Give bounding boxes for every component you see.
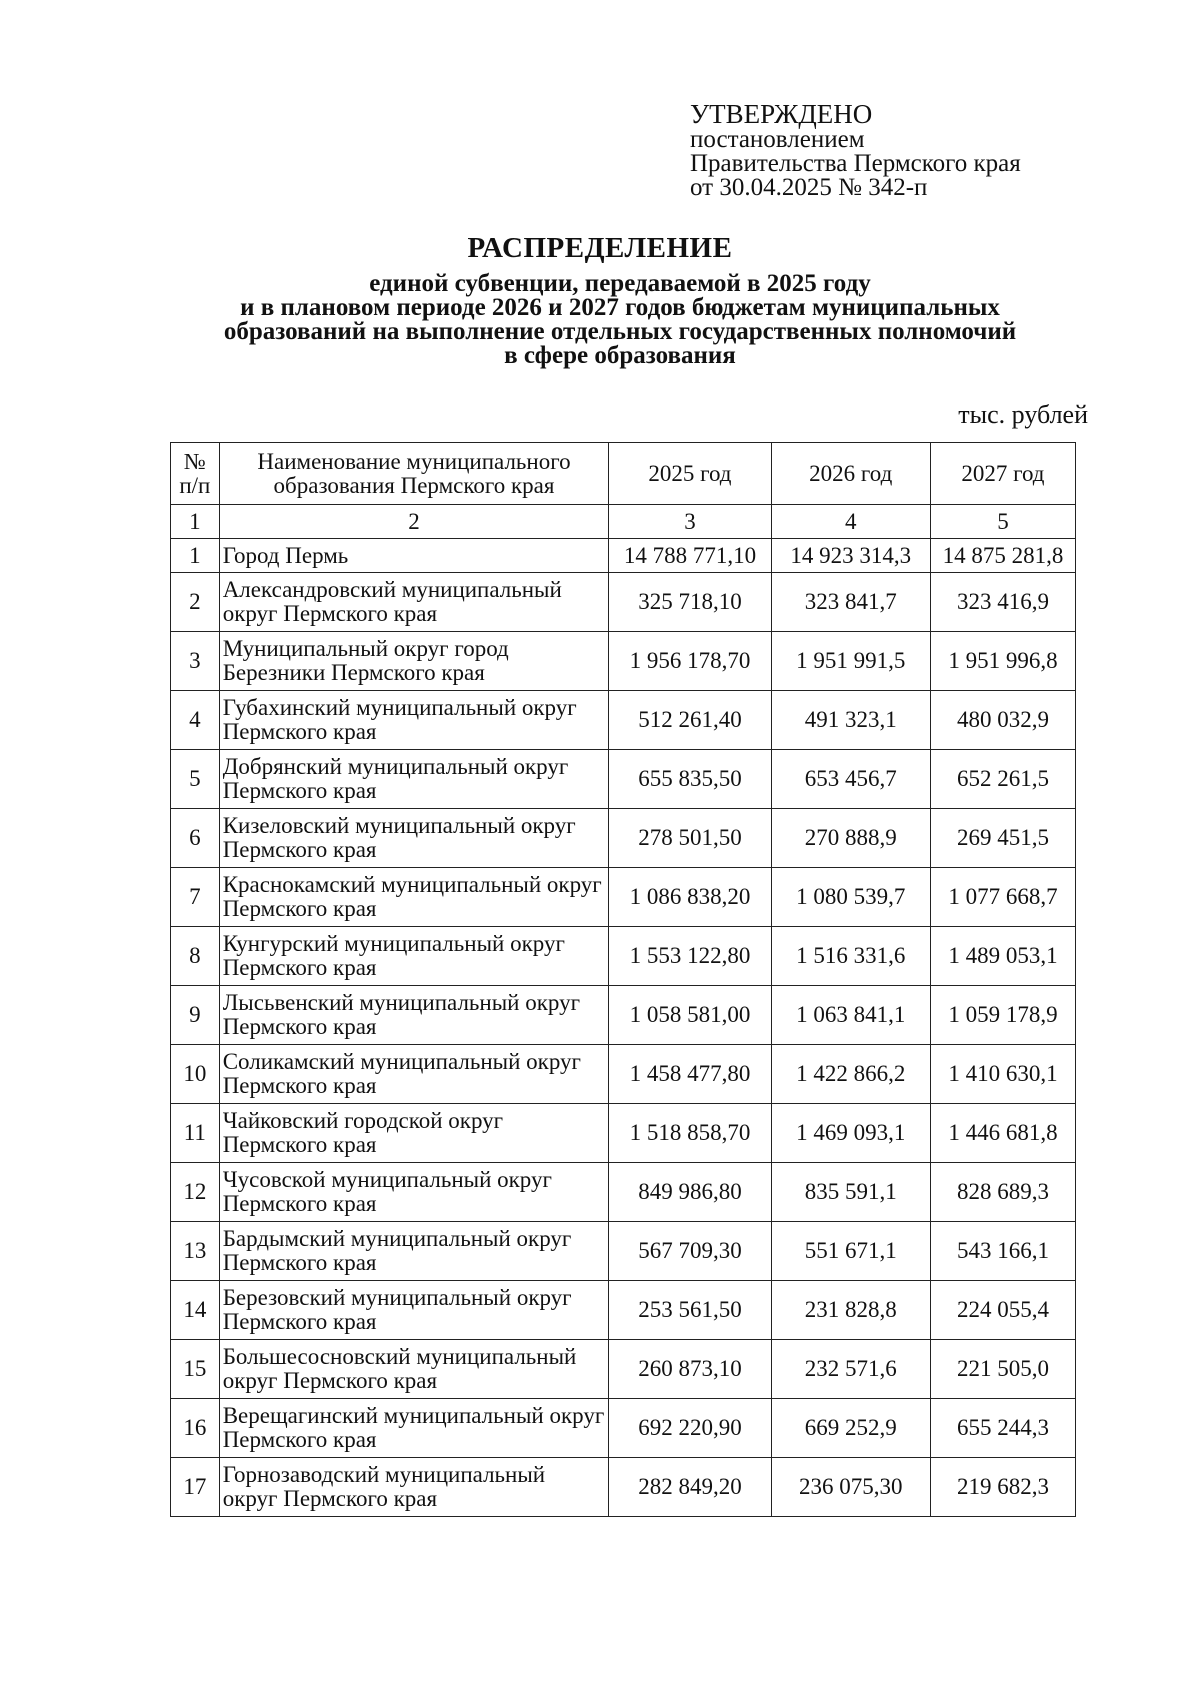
header-municipality: Наименование муниципального образования Пермского края <box>219 443 609 505</box>
table-row <box>171 1222 1076 1281</box>
municipality-name: Соликамский муниципальный округ Пермского края <box>219 1045 609 1104</box>
value-2026: 653 456,7 <box>771 750 930 809</box>
subtitle-line-3: образований на выполнение отдельных государственных полномочий <box>223 318 1017 345</box>
value-2026: 236 075,30 <box>771 1458 930 1517</box>
row-number: 16 <box>171 1399 220 1458</box>
value-2027: 1 489 053,1 <box>930 927 1075 986</box>
subtitle-line-2: и в плановом периоде 2026 и 2027 годов бюджетам муниципальных <box>240 294 1000 321</box>
value-2027: 543 166,1 <box>930 1222 1075 1281</box>
row-number: 4 <box>171 691 220 750</box>
table-row <box>171 1340 1076 1399</box>
value-2026: 323 841,7 <box>771 573 930 632</box>
column-number: 3 <box>609 505 771 539</box>
value-2025: 1 058 581,00 <box>609 986 771 1045</box>
value-2027: 1 077 668,7 <box>930 868 1075 927</box>
document-title: РАСПРЕДЕЛЕНИЕ <box>467 232 733 264</box>
value-2026: 1 516 331,6 <box>771 927 930 986</box>
municipality-name: Березовский муниципальный округ Пермского края <box>219 1281 609 1340</box>
value-2026: 551 671,1 <box>771 1222 930 1281</box>
row-number: 15 <box>171 1340 220 1399</box>
value-2026: 14 923 314,3 <box>771 539 930 573</box>
table-row <box>171 539 1076 573</box>
row-number: 11 <box>171 1104 220 1163</box>
subtitle-line-1: единой субвенции, передаваемой в 2025 году <box>369 270 871 297</box>
header-number: № п/п <box>171 443 220 505</box>
approval-stamp <box>690 100 1021 200</box>
row-number: 17 <box>171 1458 220 1517</box>
value-2025: 278 501,50 <box>609 809 771 868</box>
approval-line-4: от 30.04.2025 № 342-п <box>690 174 928 201</box>
value-2025: 260 873,10 <box>609 1340 771 1399</box>
municipality-name: Краснокамский муниципальный округ Пермского края <box>219 868 609 927</box>
row-number: 6 <box>171 809 220 868</box>
value-2025: 567 709,30 <box>609 1222 771 1281</box>
municipality-name: Муниципальный округ город Березники Пермского края <box>219 632 609 691</box>
column-number-row <box>171 505 1076 539</box>
value-2027: 221 505,0 <box>930 1340 1075 1399</box>
value-2025: 655 835,50 <box>609 750 771 809</box>
value-2027: 655 244,3 <box>930 1399 1075 1458</box>
header-2026: 2026 год <box>771 443 930 505</box>
table-row <box>171 868 1076 927</box>
value-2025: 1 956 178,70 <box>609 632 771 691</box>
table-row <box>171 986 1076 1045</box>
value-2027: 323 416,9 <box>930 573 1075 632</box>
row-number: 2 <box>171 573 220 632</box>
value-2026: 231 828,8 <box>771 1281 930 1340</box>
value-2026: 669 252,9 <box>771 1399 930 1458</box>
row-number: 1 <box>171 539 220 573</box>
value-2027: 480 032,9 <box>930 691 1075 750</box>
table-row <box>171 573 1076 632</box>
row-number: 10 <box>171 1045 220 1104</box>
value-2025: 1 518 858,70 <box>609 1104 771 1163</box>
value-2026: 270 888,9 <box>771 809 930 868</box>
municipality-name: Кизеловский муниципальный округ Пермского края <box>219 809 609 868</box>
table-header-row <box>171 443 1076 505</box>
value-2027: 14 875 281,8 <box>930 539 1075 573</box>
approval-heading: УТВЕРЖДЕНО <box>690 99 873 129</box>
table-row <box>171 750 1076 809</box>
municipality-name: Добрянский муниципальный округ Пермского края <box>219 750 609 809</box>
value-2025: 692 220,90 <box>609 1399 771 1458</box>
row-number: 9 <box>171 986 220 1045</box>
value-2025: 282 849,20 <box>609 1458 771 1517</box>
municipality-name: Горнозаводский муниципальный округ Пермского края <box>219 1458 609 1517</box>
municipality-name: Кунгурский муниципальный округ Пермского края <box>219 927 609 986</box>
value-2025: 849 986,80 <box>609 1163 771 1222</box>
distribution-table <box>170 442 1076 1517</box>
value-2026: 1 951 991,5 <box>771 632 930 691</box>
value-2026: 232 571,6 <box>771 1340 930 1399</box>
municipality-name: Лысьвенский муниципальный округ Пермского края <box>219 986 609 1045</box>
municipality-name: Бардымский муниципальный округ Пермского края <box>219 1222 609 1281</box>
column-number: 1 <box>171 505 220 539</box>
value-2025: 1 553 122,80 <box>609 927 771 986</box>
table-row <box>171 632 1076 691</box>
column-number: 4 <box>771 505 930 539</box>
value-2025: 253 561,50 <box>609 1281 771 1340</box>
approval-line-2: постановлением <box>690 126 865 153</box>
value-2027: 1 410 630,1 <box>930 1045 1075 1104</box>
value-2027: 269 451,5 <box>930 809 1075 868</box>
row-number: 8 <box>171 927 220 986</box>
value-2026: 835 591,1 <box>771 1163 930 1222</box>
row-number: 13 <box>171 1222 220 1281</box>
table-row <box>171 1281 1076 1340</box>
value-2025: 1 086 838,20 <box>609 868 771 927</box>
value-2026: 491 323,1 <box>771 691 930 750</box>
value-2025: 325 718,10 <box>609 573 771 632</box>
municipality-name: Верещагинский муниципальный округ Пермского края <box>219 1399 609 1458</box>
table-row <box>171 927 1076 986</box>
row-number: 14 <box>171 1281 220 1340</box>
header-2027: 2027 год <box>930 443 1075 505</box>
approval-line-3: Правительства Пермского края <box>690 150 1021 177</box>
value-2027: 1 059 178,9 <box>930 986 1075 1045</box>
municipality-name: Большесосновский муниципальный округ Пермского края <box>219 1340 609 1399</box>
value-2027: 652 261,5 <box>930 750 1075 809</box>
column-number: 2 <box>219 505 609 539</box>
municipality-name: Чайковский городской округ Пермского края <box>219 1104 609 1163</box>
row-number: 7 <box>171 868 220 927</box>
header-2025: 2025 год <box>609 443 771 505</box>
table-row <box>171 1163 1076 1222</box>
value-2026: 1 063 841,1 <box>771 986 930 1045</box>
row-number: 3 <box>171 632 220 691</box>
row-number: 12 <box>171 1163 220 1222</box>
value-2026: 1 080 539,7 <box>771 868 930 927</box>
table-row <box>171 1458 1076 1517</box>
municipality-name: Александровский муниципальный округ Пермского края <box>219 573 609 632</box>
units-label: тыс. рублей <box>958 400 1088 429</box>
value-2026: 1 469 093,1 <box>771 1104 930 1163</box>
table-row <box>171 691 1076 750</box>
column-number: 5 <box>930 505 1075 539</box>
municipality-name: Чусовской муниципальный округ Пермского края <box>219 1163 609 1222</box>
table-row <box>171 1045 1076 1104</box>
document-subtitle <box>150 272 1090 368</box>
value-2025: 512 261,40 <box>609 691 771 750</box>
subtitle-line-4: в сфере образования <box>504 342 736 369</box>
table-row <box>171 1104 1076 1163</box>
row-number: 5 <box>171 750 220 809</box>
value-2027: 219 682,3 <box>930 1458 1075 1517</box>
municipality-name: Город Пермь <box>219 539 609 573</box>
value-2027: 1 446 681,8 <box>930 1104 1075 1163</box>
value-2027: 224 055,4 <box>930 1281 1075 1340</box>
value-2025: 1 458 477,80 <box>609 1045 771 1104</box>
value-2027: 1 951 996,8 <box>930 632 1075 691</box>
value-2026: 1 422 866,2 <box>771 1045 930 1104</box>
value-2025: 14 788 771,10 <box>609 539 771 573</box>
table-row <box>171 1399 1076 1458</box>
municipality-name: Губахинский муниципальный округ Пермского края <box>219 691 609 750</box>
value-2027: 828 689,3 <box>930 1163 1075 1222</box>
table-row <box>171 809 1076 868</box>
